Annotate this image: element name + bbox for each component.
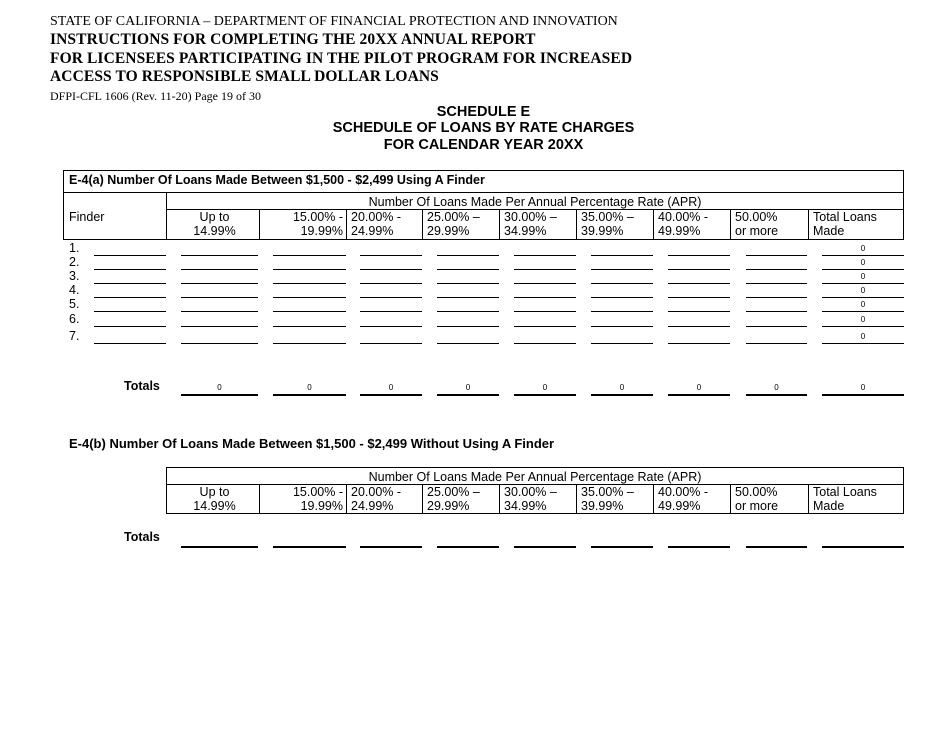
total-value: 0 bbox=[774, 383, 779, 392]
apr-count-input[interactable] bbox=[273, 297, 346, 298]
b-col-header-6 bbox=[581, 485, 652, 513]
a-col-header-9-line2: Made bbox=[813, 224, 845, 238]
b-col-header-9-line1: Total Loans bbox=[813, 485, 877, 499]
a-col-header-3-line1: 20.00% - bbox=[351, 210, 402, 224]
apr-count-input[interactable] bbox=[181, 255, 258, 256]
apr-count-input[interactable] bbox=[591, 297, 653, 298]
totals-underline bbox=[273, 394, 346, 396]
section-b-title: E-4(b) Number Of Loans Made Between $1,500 - $2,499 Without Using A Finder bbox=[69, 436, 555, 451]
apr-count-input[interactable] bbox=[181, 311, 258, 312]
b-col-header-2-line1: 15.00% - bbox=[292, 485, 343, 499]
b-col-header-3-line2: 24.99% bbox=[351, 499, 394, 513]
apr-count-input[interactable] bbox=[746, 326, 807, 327]
apr-count-input[interactable] bbox=[437, 343, 499, 344]
apr-count-input[interactable] bbox=[591, 343, 653, 344]
section-b-total-input[interactable] bbox=[437, 546, 499, 548]
section-b-total-input[interactable] bbox=[822, 546, 904, 548]
row-total-value: 0 bbox=[860, 286, 866, 295]
apr-count-input[interactable] bbox=[437, 326, 499, 327]
a-col-header-3-line2: 24.99% bbox=[351, 224, 394, 238]
b-col-header-8-line1: 50.00% bbox=[735, 485, 778, 499]
title-line-3: ACCESS TO RESPONSIBLE SMALL DOLLAR LOANS bbox=[50, 68, 439, 85]
row-total-field bbox=[822, 311, 904, 312]
b-col-header-7-line2: 49.99% bbox=[658, 499, 701, 513]
total-value: 0 bbox=[619, 383, 625, 392]
apr-count-input[interactable] bbox=[514, 343, 576, 344]
apr-count-input[interactable] bbox=[181, 297, 258, 298]
total-value: 0 bbox=[860, 383, 866, 392]
finder-input[interactable] bbox=[94, 326, 166, 327]
a-col-header-8-line2: or more bbox=[735, 224, 779, 238]
a-col-header-9 bbox=[813, 210, 903, 238]
apr-count-input[interactable] bbox=[360, 297, 422, 298]
b-col-header-4-line1: 25.00% – bbox=[427, 485, 480, 499]
row-number: 3. bbox=[69, 269, 80, 283]
apr-count-input[interactable] bbox=[181, 326, 258, 327]
row-number: 1. bbox=[69, 241, 80, 255]
section-b-total-input[interactable] bbox=[181, 546, 258, 548]
row-total-field bbox=[822, 283, 904, 284]
section-b-totals-label: Totals bbox=[124, 530, 160, 544]
a-col-header-6-line1: 35.00% – bbox=[581, 210, 634, 224]
apr-count-input[interactable] bbox=[591, 326, 653, 327]
apr-count-input[interactable] bbox=[514, 269, 576, 270]
b-col-header-4-line2: 29.99% bbox=[427, 499, 470, 513]
apr-count-input[interactable] bbox=[591, 283, 653, 284]
b-col-header-5-line2: 34.99% bbox=[504, 499, 547, 513]
totals-underline bbox=[591, 394, 653, 396]
apr-count-input[interactable] bbox=[437, 269, 499, 270]
apr-count-input[interactable] bbox=[746, 255, 807, 256]
b-col-header-8 bbox=[735, 485, 807, 513]
b-col-header-5-line1: 30.00% – bbox=[504, 485, 557, 499]
apr-count-input[interactable] bbox=[437, 255, 499, 256]
apr-count-input[interactable] bbox=[273, 326, 346, 327]
apr-count-input[interactable] bbox=[746, 311, 807, 312]
a-col-header-7-line1: 40.00% - bbox=[658, 210, 709, 224]
apr-count-input[interactable] bbox=[668, 283, 730, 284]
totals-underline bbox=[437, 394, 499, 396]
row-total-value: 0 bbox=[860, 244, 866, 253]
row-total-field bbox=[822, 297, 904, 298]
section-b-group-header: Number Of Loans Made Per Annual Percentage Rate (APR) bbox=[368, 470, 702, 484]
apr-count-input[interactable] bbox=[360, 311, 422, 312]
a-col-header-7 bbox=[658, 210, 729, 238]
apr-count-input[interactable] bbox=[668, 311, 730, 312]
a-col-header-1-line2: 14.99% bbox=[193, 224, 236, 238]
b-col-header-1-line2: 14.99% bbox=[193, 499, 236, 513]
finder-input[interactable] bbox=[94, 343, 166, 344]
a-col-header-5 bbox=[504, 210, 575, 238]
total-value: 0 bbox=[217, 383, 222, 392]
b-col-header-7 bbox=[658, 485, 729, 513]
a-col-header-4-line1: 25.00% – bbox=[427, 210, 480, 224]
b-col-header-3 bbox=[351, 485, 421, 513]
row-total-value: 0 bbox=[860, 258, 866, 267]
section-b-total-input[interactable] bbox=[360, 546, 422, 548]
apr-count-input[interactable] bbox=[746, 269, 807, 270]
total-value: 0 bbox=[542, 383, 548, 392]
apr-count-input[interactable] bbox=[181, 283, 258, 284]
b-col-header-2-line2: 19.99% bbox=[300, 499, 343, 513]
finder-input[interactable] bbox=[94, 311, 166, 312]
b-col-header-2 bbox=[259, 485, 343, 513]
a-col-header-9-line1: Total Loans bbox=[813, 210, 877, 224]
a-col-header-2-line1: 15.00% - bbox=[292, 210, 343, 224]
apr-count-input[interactable] bbox=[514, 311, 576, 312]
apr-count-input[interactable] bbox=[668, 343, 730, 344]
total-value: 0 bbox=[307, 383, 312, 392]
totals-underline bbox=[668, 394, 730, 396]
finder-column-header: Finder bbox=[69, 210, 105, 224]
b-col-header-7-line1: 40.00% - bbox=[658, 485, 709, 499]
schedule-title: SCHEDULE OF LOANS BY RATE CHARGES bbox=[332, 120, 635, 136]
a-col-header-6 bbox=[581, 210, 652, 238]
section-b-total-input[interactable] bbox=[514, 546, 576, 548]
a-col-header-5-line2: 34.99% bbox=[504, 224, 547, 238]
section-b-total-input[interactable] bbox=[591, 546, 653, 548]
apr-count-input[interactable] bbox=[668, 269, 730, 270]
apr-count-input[interactable] bbox=[746, 343, 807, 344]
row-total-field bbox=[822, 269, 904, 270]
a-col-header-2 bbox=[259, 210, 343, 238]
apr-count-input[interactable] bbox=[360, 269, 422, 270]
apr-count-input[interactable] bbox=[181, 269, 258, 270]
b-col-header-4 bbox=[427, 485, 498, 513]
section-a-group-header: Number Of Loans Made Per Annual Percentage Rate (APR) bbox=[368, 195, 702, 209]
apr-count-input[interactable] bbox=[360, 283, 422, 284]
b-col-header-1 bbox=[170, 485, 259, 513]
apr-count-input[interactable] bbox=[514, 283, 576, 284]
a-col-header-5-line1: 30.00% – bbox=[504, 210, 557, 224]
b-col-header-6-line2: 39.99% bbox=[581, 499, 624, 513]
apr-count-input[interactable] bbox=[360, 255, 422, 256]
a-col-header-8-line1: 50.00% bbox=[735, 210, 778, 224]
apr-count-input[interactable] bbox=[746, 297, 807, 298]
row-number: 6. bbox=[69, 312, 80, 326]
apr-count-input[interactable] bbox=[514, 297, 576, 298]
section-b-total-input[interactable] bbox=[668, 546, 730, 548]
section-b-total-input[interactable] bbox=[273, 546, 346, 548]
section-a-totals-label: Totals bbox=[124, 379, 160, 393]
apr-count-input[interactable] bbox=[273, 283, 346, 284]
b-col-header-6-line1: 35.00% – bbox=[581, 485, 634, 499]
row-total-value: 0 bbox=[860, 272, 866, 281]
section-a-title: E-4(a) Number Of Loans Made Between $1,500 - $2,499 Using A Finder bbox=[69, 173, 485, 187]
b-col-header-9-line2: Made bbox=[813, 499, 845, 513]
totals-underline bbox=[746, 394, 807, 396]
schedule-label: SCHEDULE E bbox=[436, 104, 531, 120]
apr-count-input[interactable] bbox=[360, 343, 422, 344]
total-value: 0 bbox=[388, 383, 394, 392]
a-col-header-1 bbox=[170, 210, 259, 238]
schedule-year: FOR CALENDAR YEAR 20XX bbox=[383, 137, 584, 153]
apr-count-input[interactable] bbox=[360, 326, 422, 327]
apr-count-input[interactable] bbox=[437, 311, 499, 312]
row-total-field bbox=[822, 255, 904, 256]
row-number: 4. bbox=[69, 283, 80, 297]
apr-count-input[interactable] bbox=[514, 255, 576, 256]
row-total-value: 0 bbox=[860, 300, 866, 309]
b-col-header-8-line2: or more bbox=[735, 499, 779, 513]
a-col-header-4 bbox=[427, 210, 498, 238]
a-col-header-7-line2: 49.99% bbox=[658, 224, 701, 238]
total-value: 0 bbox=[465, 383, 471, 392]
row-number: 5. bbox=[69, 297, 80, 311]
b-col-header-9 bbox=[813, 485, 903, 513]
agency-name: STATE OF CALIFORNIA – DEPARTMENT OF FINANCIAL PROTECTION AND INNOVATION bbox=[50, 14, 618, 29]
row-total-field bbox=[822, 326, 904, 327]
title-line-2: FOR LICENSEES PARTICIPATING IN THE PILOT PROGRAM FOR INCREASED bbox=[50, 50, 633, 67]
b-col-header-1-line1: Up to bbox=[199, 485, 230, 499]
finder-input[interactable] bbox=[94, 297, 166, 298]
a-col-header-1-line1: Up to bbox=[199, 210, 230, 224]
section-b-total-input[interactable] bbox=[746, 546, 807, 548]
finder-input[interactable] bbox=[94, 255, 166, 256]
title-line-1: INSTRUCTIONS FOR COMPLETING THE 20XX ANNUAL REPORT bbox=[50, 31, 536, 48]
totals-underline bbox=[181, 394, 258, 396]
a-col-header-6-line2: 39.99% bbox=[581, 224, 624, 238]
finder-input[interactable] bbox=[94, 283, 166, 284]
totals-underline bbox=[514, 394, 576, 396]
apr-count-input[interactable] bbox=[668, 326, 730, 327]
row-total-value: 0 bbox=[860, 315, 866, 324]
row-number: 2. bbox=[69, 255, 80, 269]
totals-underline bbox=[822, 394, 904, 396]
apr-count-input[interactable] bbox=[181, 343, 258, 344]
row-number: 7. bbox=[69, 329, 80, 343]
apr-count-input[interactable] bbox=[668, 297, 730, 298]
apr-count-input[interactable] bbox=[437, 283, 499, 284]
row-total-value: 0 bbox=[860, 332, 866, 341]
apr-count-input[interactable] bbox=[273, 255, 346, 256]
apr-count-input[interactable] bbox=[591, 311, 653, 312]
b-col-header-3-line1: 20.00% - bbox=[351, 485, 402, 499]
apr-count-input[interactable] bbox=[591, 269, 653, 270]
apr-count-input[interactable] bbox=[746, 283, 807, 284]
apr-count-input[interactable] bbox=[591, 255, 653, 256]
apr-count-input[interactable] bbox=[668, 255, 730, 256]
b-col-header-5 bbox=[504, 485, 575, 513]
row-total-field bbox=[822, 343, 904, 344]
total-value: 0 bbox=[696, 383, 702, 392]
apr-count-input[interactable] bbox=[514, 326, 576, 327]
apr-count-input[interactable] bbox=[437, 297, 499, 298]
form-id: DFPI-CFL 1606 (Rev. 11-20) Page 19 of 30 bbox=[50, 89, 261, 103]
a-col-header-3 bbox=[351, 210, 421, 238]
apr-count-input[interactable] bbox=[273, 269, 346, 270]
a-col-header-2-line2: 19.99% bbox=[300, 224, 343, 238]
a-col-header-8 bbox=[735, 210, 807, 238]
totals-underline bbox=[360, 394, 422, 396]
apr-count-input[interactable] bbox=[273, 343, 346, 344]
apr-count-input[interactable] bbox=[273, 311, 346, 312]
a-col-header-4-line2: 29.99% bbox=[427, 224, 470, 238]
finder-input[interactable] bbox=[94, 269, 166, 270]
